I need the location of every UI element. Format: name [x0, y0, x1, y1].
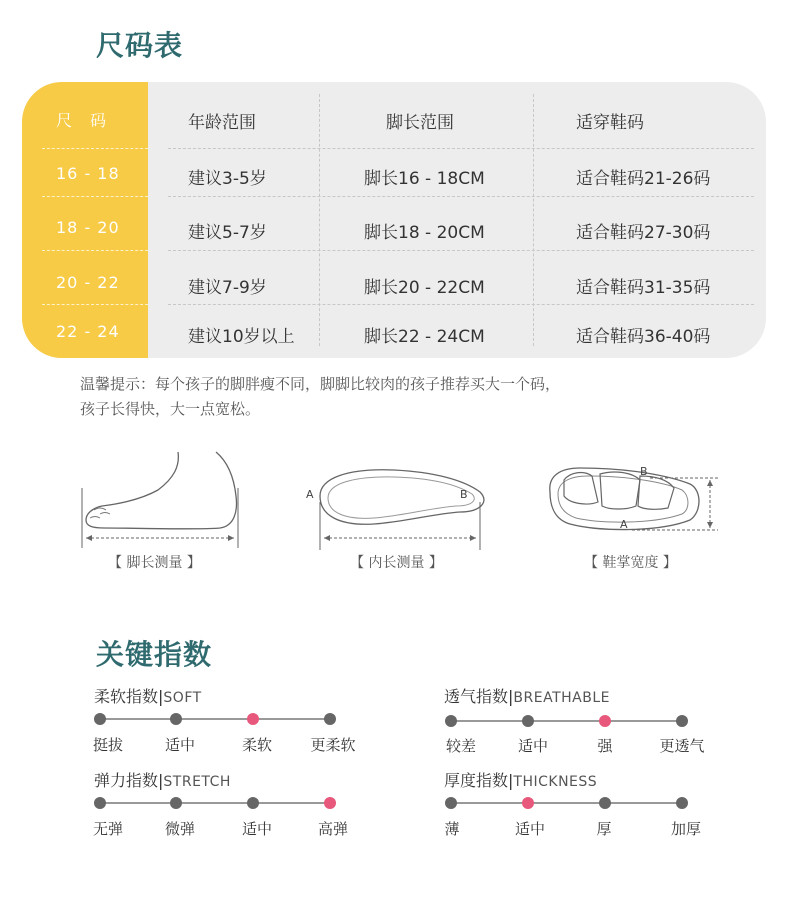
- insole-length-label: 【 内长测量 】: [350, 555, 443, 571]
- foot-length-label: 【 脚长测量 】: [108, 555, 201, 571]
- foot-outline-icon: [78, 448, 244, 548]
- sole-width-label: 【 鞋掌宽度 】: [584, 555, 677, 571]
- row-divider: [42, 148, 148, 149]
- row-size: 20 - 22: [56, 273, 120, 292]
- point-b-label: B: [640, 465, 648, 478]
- soft-option-label: 更柔软: [310, 736, 356, 754]
- soft-option-label: 挺拔: [92, 736, 124, 754]
- stretch-option-label: 微弹: [164, 820, 196, 838]
- soft-option-dot: [94, 713, 106, 725]
- index-english-name: SOFT: [163, 690, 202, 706]
- row-divider: [42, 304, 148, 305]
- row-foot-length: 脚长16 - 18CM: [364, 169, 485, 189]
- breathable-option-dot: [676, 715, 688, 727]
- row-shoe-size: 适合鞋码27-30码: [576, 223, 711, 243]
- row-divider: [168, 148, 754, 149]
- row-age: 建议7-9岁: [188, 278, 267, 298]
- row-size: 22 - 24: [56, 322, 120, 341]
- foot-length-diagram: [78, 448, 244, 548]
- thickness-option-dot: [599, 797, 611, 809]
- column-divider: [533, 94, 534, 346]
- row-age: 建议3-5岁: [188, 169, 267, 189]
- breathable-option-label: 更透气: [659, 737, 705, 755]
- thickness-index-title: 厚度指数|THICKNESS: [444, 771, 598, 790]
- tip-line: 孩子长得快，大一点宽松。: [80, 400, 261, 418]
- header-size: 尺 码: [56, 111, 108, 130]
- stretch-option-label: 适中: [241, 820, 273, 838]
- index-name: 弹力指数: [94, 771, 159, 790]
- soft-index-track: [100, 718, 330, 720]
- thickness-option-label: 薄: [444, 820, 460, 838]
- index-name: 柔软指数: [94, 687, 159, 706]
- row-shoe-size: 适合鞋码36-40码: [576, 327, 711, 347]
- size-chart-table: [22, 82, 766, 358]
- point-b-label: B: [460, 488, 468, 501]
- row-divider: [42, 250, 148, 251]
- thickness-index-track: [451, 802, 682, 804]
- row-shoe-size: 适合鞋码21-26码: [576, 169, 711, 189]
- row-divider: [42, 196, 148, 197]
- stretch-option-label: 高弹: [317, 820, 349, 838]
- thickness-option-dot-selected: [522, 797, 534, 809]
- index-english-name: THICKNESS: [513, 774, 598, 790]
- index-name: 透气指数: [444, 687, 509, 706]
- header-foot-length: 脚长范围: [386, 113, 454, 133]
- sole-width-diagram: [540, 462, 730, 538]
- row-size: 16 - 18: [56, 164, 120, 183]
- thickness-option-dot: [676, 797, 688, 809]
- thickness-option-label: 厚: [596, 820, 612, 838]
- size-chart-title: 尺码表: [96, 29, 184, 62]
- breathable-option-dot-selected: [599, 715, 611, 727]
- insole-outline-icon: [304, 462, 494, 550]
- key-index-title: 关键指数: [96, 638, 213, 671]
- row-foot-length: 脚长20 - 22CM: [364, 278, 485, 298]
- breathable-option-dot: [445, 715, 457, 727]
- soft-option-dot: [324, 713, 336, 725]
- soft-option-label: 适中: [164, 736, 196, 754]
- header-shoe-size: 适穿鞋码: [576, 113, 644, 133]
- row-divider: [168, 250, 754, 251]
- header-age: 年龄范围: [188, 113, 256, 133]
- soft-option-dot: [170, 713, 182, 725]
- thickness-option-dot: [445, 797, 457, 809]
- row-divider: [168, 304, 754, 305]
- stretch-option-dot: [170, 797, 182, 809]
- row-foot-length: 脚长22 - 24CM: [364, 327, 485, 347]
- soft-option-dot-selected: [247, 713, 259, 725]
- stretch-option-dot: [247, 797, 259, 809]
- breathable-option-label: 强: [597, 737, 613, 755]
- row-foot-length: 脚长18 - 20CM: [364, 223, 485, 243]
- point-a-label: A: [306, 488, 314, 501]
- thickness-option-label: 适中: [514, 820, 546, 838]
- stretch-option-dot: [94, 797, 106, 809]
- soft-option-label: 柔软: [241, 736, 273, 754]
- index-name: 厚度指数: [444, 771, 509, 790]
- column-divider: [319, 94, 320, 346]
- breathable-index-title: 透气指数|BREATHABLE: [444, 687, 610, 706]
- row-age: 建议5-7岁: [188, 223, 267, 243]
- stretch-index-title: 弹力指数|STRETCH: [94, 771, 231, 790]
- soft-index-title: 柔软指数|SOFT: [94, 687, 202, 706]
- breathable-option-label: 适中: [517, 737, 549, 755]
- breathable-option-dot: [522, 715, 534, 727]
- sizing-tip: [80, 372, 560, 422]
- row-size: 18 - 20: [56, 218, 120, 237]
- row-age: 建议10岁以上: [188, 327, 295, 347]
- stretch-option-dot-selected: [324, 797, 336, 809]
- thickness-option-label: 加厚: [670, 820, 702, 838]
- index-english-name: BREATHABLE: [513, 690, 610, 706]
- stretch-index-track: [100, 802, 330, 804]
- breathable-option-label: 较差: [445, 737, 477, 755]
- row-shoe-size: 适合鞋码31-35码: [576, 278, 711, 298]
- index-english-name: STRETCH: [163, 774, 231, 790]
- breathable-index-track: [451, 720, 682, 722]
- row-divider: [168, 196, 754, 197]
- stretch-option-label: 无弹: [92, 820, 124, 838]
- tip-line: 温馨提示：每个孩子的脚胖瘦不同，脚脚比较肉的孩子推荐买大一个码，: [80, 375, 561, 393]
- sandal-outline-icon: [540, 462, 730, 538]
- point-a-label: A: [620, 518, 628, 531]
- insole-length-diagram: [304, 462, 494, 550]
